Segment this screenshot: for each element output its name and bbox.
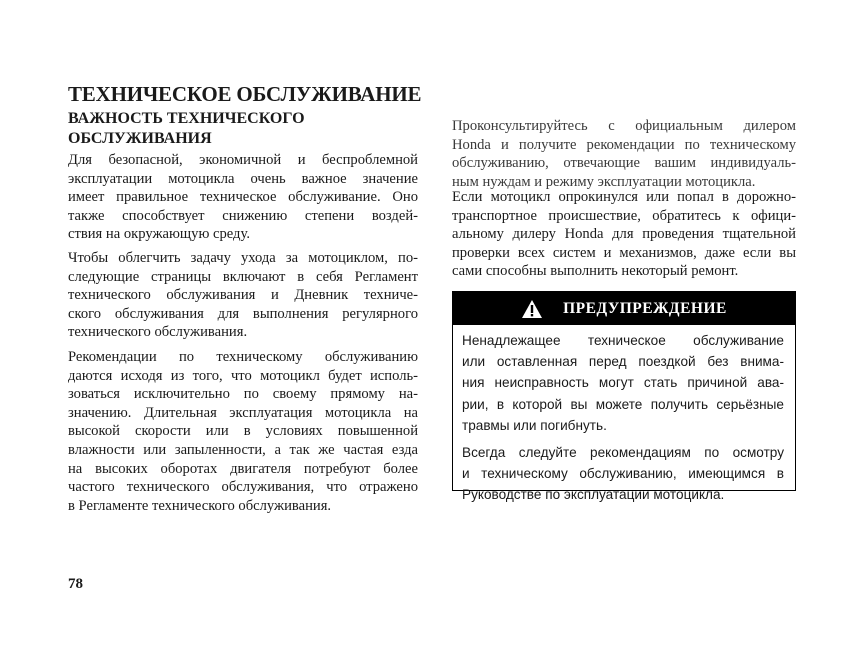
warning-box [452, 291, 796, 503]
text-line: ным нуждам и режиму эксплуатации мотоцикла. [452, 173, 756, 190]
text-line: и техническому обслуживанию, имеющимся в [462, 466, 784, 482]
text-line: альному дилеру Honda для проведения тщательной [452, 226, 796, 243]
text-line: сами способны выполнить некоторый ремонт. [452, 263, 739, 280]
page-number: 78 [68, 576, 83, 592]
text-line: рии, в которой вы можете получить серьёзные [462, 396, 784, 412]
text-line: также способствует снижению степени воздей- [68, 207, 418, 224]
text-line: Honda и получите рекомендации по техническому [452, 136, 796, 153]
text-line: проверки всех систем и механизмов, даже если вы [452, 244, 796, 261]
warning-paragraph [462, 442, 784, 506]
text-line: на высоких оборотах двигателя потребуют более [68, 460, 418, 477]
text-line: ского обслуживания для выполнения регулярного [68, 305, 418, 322]
paragraph-intro [68, 151, 418, 244]
section-title-line: ОБСЛУЖИВАНИЯ [68, 130, 212, 147]
text-line: в Регламенте технического обслуживания. [68, 497, 332, 514]
text-line: имеет правильное техническое обслуживание. Оно [68, 189, 418, 206]
text-line: Всегда следуйте рекомендациям по осмотру [462, 445, 784, 460]
text-line: травмы или погибнуть. [462, 417, 607, 433]
paragraph-consult-dealer [452, 117, 796, 191]
warning-triangle-icon [521, 299, 543, 319]
warning-title: ПРЕДУПРЕЖДЕНИЕ [563, 299, 727, 317]
text-line: Ненадлежащее техническое обслуживание [462, 333, 784, 348]
section-title-line: ВАЖНОСТЬ ТЕХНИЧЕСКОГО [68, 110, 305, 127]
text-line: Для безопасной, экономичной и беспроблемной [68, 152, 418, 168]
text-line: следующие страницы включают в себя Регламент [68, 268, 418, 285]
text-line: Рекомендации по техническому обслуживанию [68, 349, 418, 365]
text-line: влажности или запыленности, а так же частая езда [68, 441, 418, 458]
text-line: ния неисправность могут стать причиной ава- [462, 375, 784, 391]
text-line: значению. Длительная эксплуатация мотоцикла на [68, 404, 418, 421]
text-line: даются исходя из того, что мотоцикл будет исполь- [68, 367, 418, 384]
warning-header [453, 292, 795, 325]
text-line: Чтобы облегчить задачу ухода за мотоциклом, по- [68, 250, 418, 266]
text-line: зоваться исключительно по своему прямому на- [68, 386, 418, 403]
text-line: Проконсультируйтесь с официальным дилером [452, 118, 796, 134]
text-line: ствия на окружающую среду. [68, 226, 250, 243]
paragraph-recommendations [68, 348, 418, 515]
text-line: технического обслуживания. [68, 324, 248, 341]
paragraph-schedule [68, 249, 418, 342]
text-line: эксплуатации мотоцикла очень важное значение [68, 170, 418, 187]
text-line: Если мотоцикл опрокинулся или попал в дорожно- [452, 189, 796, 205]
section-title [68, 109, 305, 149]
text-line: или оставленная перед поездкой без внима- [462, 354, 784, 370]
paragraph-accident [452, 188, 796, 281]
text-line: обслуживанию, отвечающие вашим индивидуаль- [452, 155, 796, 172]
warning-paragraph [462, 330, 784, 436]
page-title: ТЕХНИЧЕСКОЕ ОБСЛУЖИВАНИЕ [68, 82, 422, 106]
text-line: высокой скорости или в условиях повышенной [68, 423, 418, 440]
text-line: частого технического обслуживания, что отражено [68, 479, 418, 496]
text-line: транспортное происшествие, обратитесь к офици- [452, 207, 796, 224]
text-line: технического обслуживания и Дневник техниче- [68, 287, 418, 304]
text-line: Руководстве по эксплуатации мотоцикла. [462, 487, 725, 503]
